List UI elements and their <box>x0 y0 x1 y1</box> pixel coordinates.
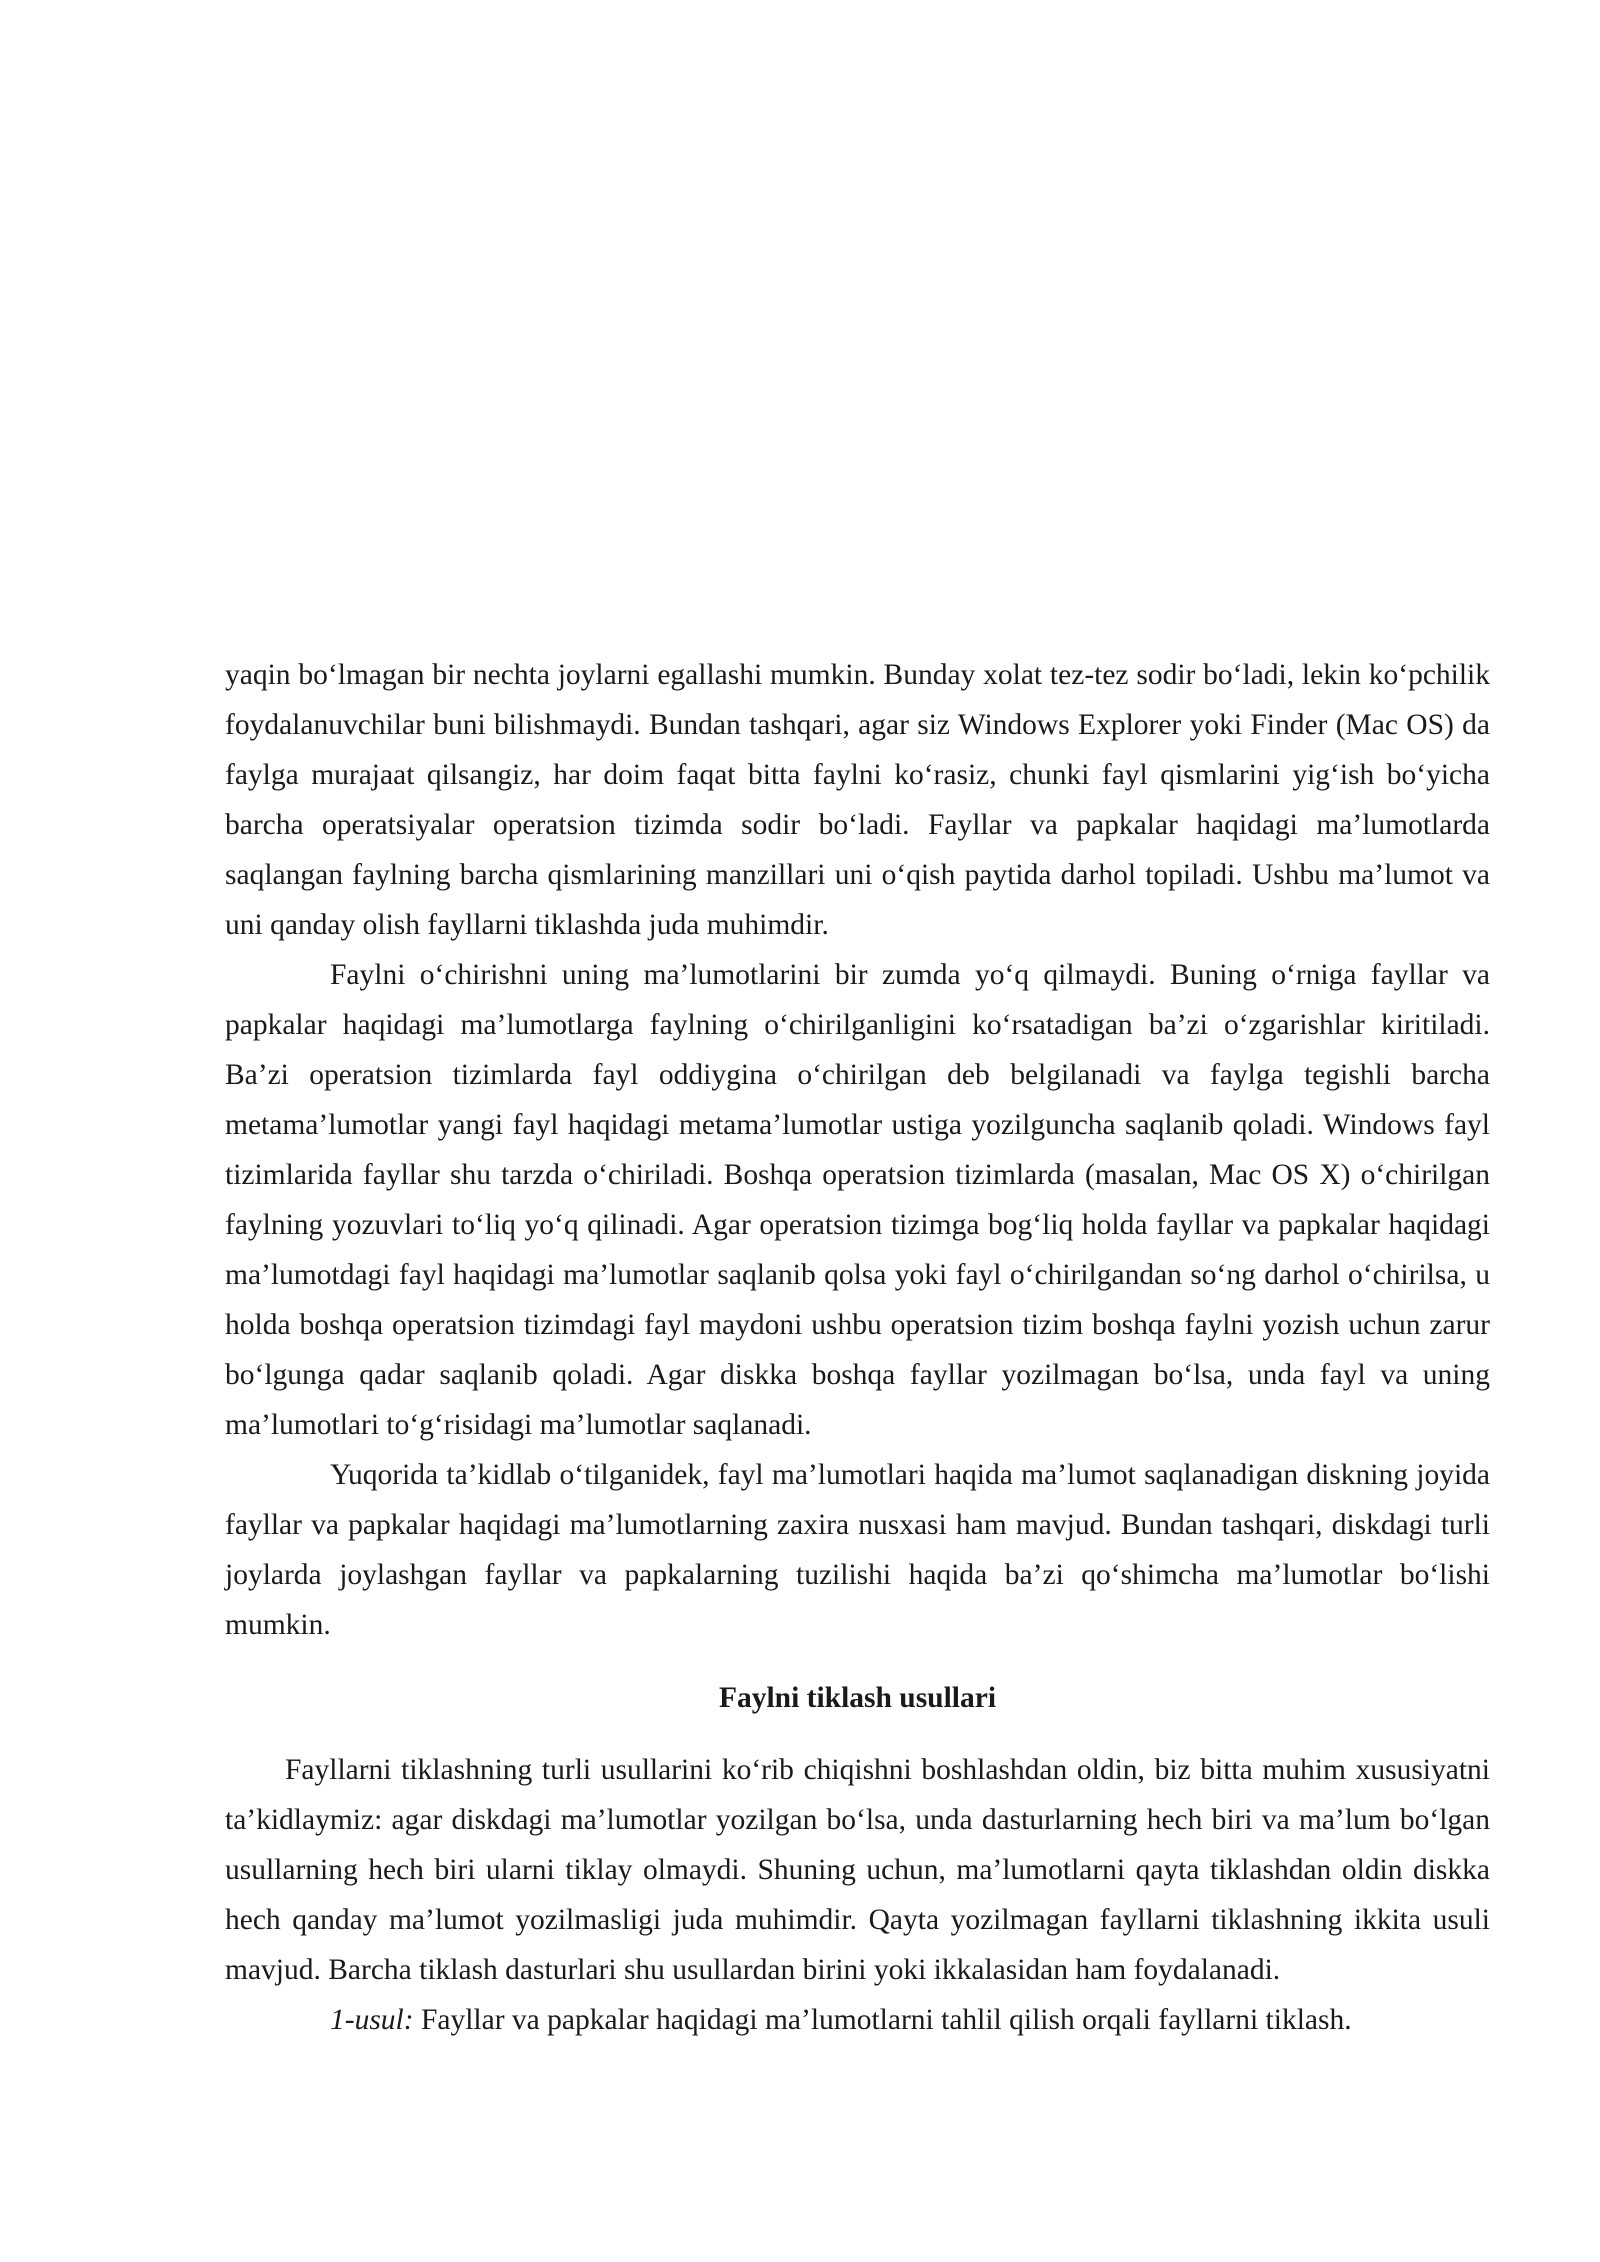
section-heading: Faylni tiklash usullari <box>718 1682 997 1714</box>
method-1-text: Fayllar va papkalar haqidagi ma’lumotlarni tahlil qilish orqali fayllarni tiklash. <box>413 2004 1352 2036</box>
paragraph-backup-metadata: Yuqorida ta’kidlab o‘tilganidek, fayl ma’lumotlari haqida ma’lumot saqlanadigan diskning joyida fayllar va papkalar haqidagi ma’lumotlarning zaxira nusxasi ham mavjud. Bundan tashqari, diskdagi turli joylarda joylashgan fayllar va papkalarning tuzilishi haqida ba’zi qo‘shimcha ma’lumotlar bo‘lishi mumkin. <box>225 1459 1490 1641</box>
document-body <box>225 650 1490 2045</box>
paragraph-continuation: yaqin bo‘lmagan bir nechta joylarni egallashi mumkin. Bunday xolat tez-tez sodir bo‘ladi, lekin ko‘pchilik foydalanuvchilar buni bilishmaydi. Bundan tashqari, agar siz Windows Explorer yoki Finder (Mac OS) da faylga murajaat qilsangiz, har doim faqat bitta faylni ko‘rasiz, chunki fayl qismlarini yig‘ish bo‘yicha barcha operatsiyalar operatsion tizimda sodir bo‘ladi. Fayllar va papkalar haqidagi ma’lumotlarda saqlangan faylning barcha qismlarining manzillari uni o‘qish paytida darhol topiladi. Ushbu ma’lumot va uni qanday olish fayllarni tiklashda juda muhimdir. <box>225 659 1490 941</box>
method-1-label: 1-usul: <box>330 2004 414 2036</box>
paragraph-file-deletion: Faylni o‘chirishni uning ma’lumotlarini bir zumda yo‘q qilmaydi. Buning o‘rniga fayllar va papkalar haqidagi ma’lumotlarga faylning o‘chirilganligini ko‘rsatadigan ba’zi o‘zgarishlar kiritiladi. Ba’zi operatsion tizimlarda fayl oddiygina o‘chirilgan deb belgilanadi va faylga tegishli barcha metama’lumotlar yangi fayl haqidagi metama’lumotlar ustiga yozilguncha saqlanib qoladi. Windows fayl tizimlarida fayllar shu tarzda o‘chiriladi. Boshqa operatsion tizimlarda (masalan, Mac OS X) o‘chirilgan faylning yozuvlari to‘liq yo‘q qilinadi. Agar operatsion tizimga bog‘liq holda fayllar va papkalar haqidagi ma’lumotdagi fayl haqidagi ma’lumotlar saqlanib qolsa yoki fayl o‘chirilgandan so‘ng darhol o‘chirilsa, u holda boshqa operatsion tizimdagi fayl maydoni ushbu operatsion tizim boshqa faylni yozish uchun zarur bo‘lgunga qadar saqlanib qoladi. Agar diskka boshqa fayllar yozilmagan bo‘lsa, unda fayl va uning ma’lumotlari to‘g‘risidagi ma’lumotlar saqlanadi. <box>225 959 1490 1441</box>
method-1-line <box>225 1995 1490 2045</box>
paragraph-recovery-intro: Fayllarni tiklashning turli usullarini ko‘rib chiqishni boshlashdan oldin, biz bitta muhim xususiyatni ta’kidlaymiz: agar diskdagi ma’lumotlar yozilgan bo‘lsa, unda dasturlarning hech biri va ma’lum bo‘lgan usullarning hech biri ularni tiklay olmaydi. Shuning uchun, ma’lumotlarni qayta tiklashdan oldin diskka hech qanday ma’lumot yozilmasligi juda muhimdir. Qayta yozilmagan fayllarni tiklashning ikkita usuli mavjud. Barcha tiklash dasturlari shu usullardan birini yoki ikkalasidan ham foydalanadi. <box>225 1754 1490 1986</box>
